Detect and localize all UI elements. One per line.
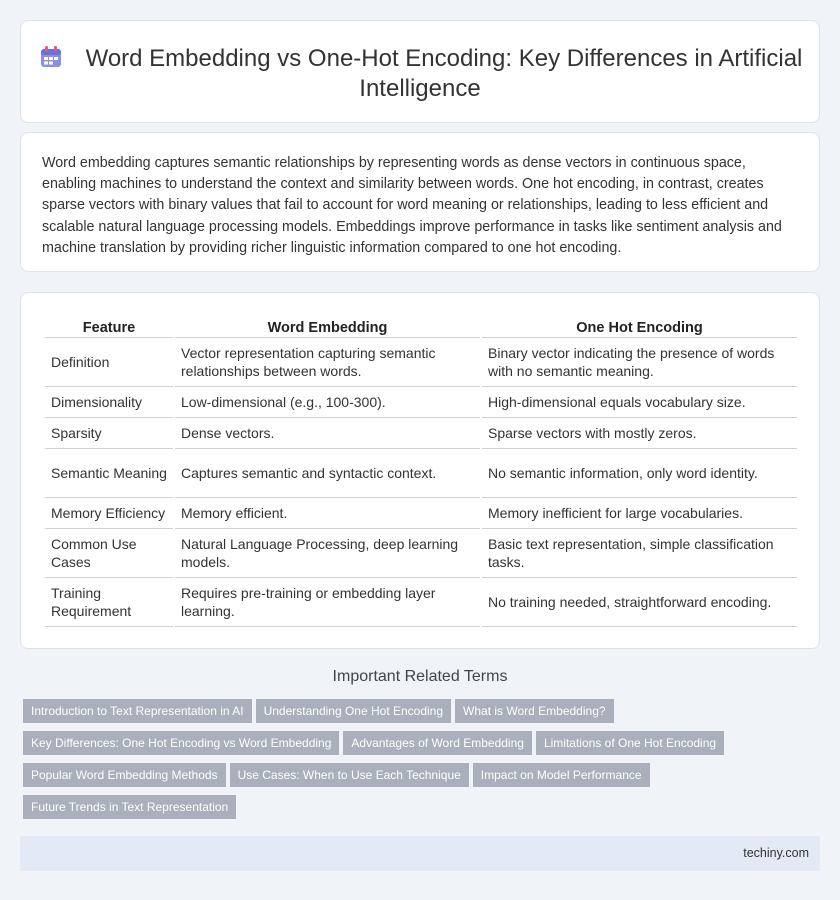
header-one-hot-encoding: One Hot Encoding (482, 313, 797, 338)
page-title (21, 21, 819, 104)
table-cell: Dimensionality (45, 387, 173, 418)
table-cell: Memory efficient. (175, 498, 480, 529)
intro-card (20, 132, 820, 272)
calendar-icon (38, 44, 64, 70)
tag-model-performance[interactable]: Impact on Model Performance (473, 763, 650, 787)
table-row (45, 338, 797, 387)
table-cell: Binary vector indicating the presence of words with no semantic meaning. (482, 338, 797, 387)
tag-list (20, 699, 820, 827)
table-cell: Low-dimensional (e.g., 100-300). (175, 387, 480, 418)
table-cell: Semantic Meaning (45, 449, 173, 498)
table-cell: Dense vectors. (175, 418, 480, 449)
table-row (45, 498, 797, 529)
table-cell: Basic text representation, simple classification tasks. (482, 529, 797, 578)
header-feature: Feature (45, 313, 173, 338)
tag-future-trends[interactable]: Future Trends in Text Representation (23, 795, 236, 819)
related-terms-heading: Important Related Terms (332, 668, 508, 685)
tag-popular-embedding-methods[interactable]: Popular Word Embedding Methods (23, 763, 226, 787)
tag-text-representation-intro[interactable]: Introduction to Text Representation in AI (23, 699, 252, 723)
tag-limitations-one-hot[interactable]: Limitations of One Hot Encoding (536, 731, 724, 755)
table-cell: Training Requirement (45, 578, 173, 627)
related-terms-section (20, 668, 820, 827)
intro-text: Word embedding captures semantic relationships by representing words as dense vectors in continuous space, enabling machines to understand the context and similarity between words. One hot encoding, in contrast, creates sparse vectors with binary values that fail to account for word meaning or relationships, leading to less efficient and scalable natural language processing models. Embeddings improve performance in tasks like sentiment analysis and machine translation by providing richer linguistic information compared to one hot encoding. (42, 155, 782, 256)
tag-advantages-word-embedding[interactable]: Advantages of Word Embedding (343, 731, 532, 755)
table-row (45, 387, 797, 418)
comparison-table (43, 313, 799, 627)
table-cell: Captures semantic and syntactic context. (175, 449, 480, 498)
tag-use-cases[interactable]: Use Cases: When to Use Each Technique (230, 763, 469, 787)
footer-site-link[interactable]: techiny.com (743, 846, 809, 860)
table-cell: Common Use Cases (45, 529, 173, 578)
table-row (45, 418, 797, 449)
tag-key-differences[interactable]: Key Differences: One Hot Encoding vs Word Embedding (23, 731, 339, 755)
table-row (45, 449, 797, 498)
tag-understanding-one-hot[interactable]: Understanding One Hot Encoding (256, 699, 451, 723)
table-cell: Memory inefficient for large vocabularies. (482, 498, 797, 529)
title-card (20, 20, 820, 123)
table-cell: Memory Efficiency (45, 498, 173, 529)
table-row (45, 578, 797, 627)
table-cell: Vector representation capturing semantic relationships between words. (175, 338, 480, 387)
tag-what-is-word-embedding[interactable]: What is Word Embedding? (455, 699, 614, 723)
table-cell: Natural Language Processing, deep learning models. (175, 529, 480, 578)
table-cell: No training needed, straightforward encoding. (482, 578, 797, 627)
comparison-card (20, 292, 820, 649)
table-cell: No semantic information, only word identity. (482, 449, 797, 498)
table-cell: Sparse vectors with mostly zeros. (482, 418, 797, 449)
table-cell: Sparsity (45, 418, 173, 449)
table-header-row (45, 313, 797, 338)
table-cell: High-dimensional equals vocabulary size. (482, 387, 797, 418)
footer (20, 836, 820, 871)
page-title-text: Word Embedding vs One-Hot Encoding: Key Differences in Artificial Intelligence (85, 45, 803, 102)
table-cell: Definition (45, 338, 173, 387)
table-row (45, 529, 797, 578)
table-cell: Requires pre-training or embedding layer learning. (175, 578, 480, 627)
header-word-embedding: Word Embedding (175, 313, 480, 338)
